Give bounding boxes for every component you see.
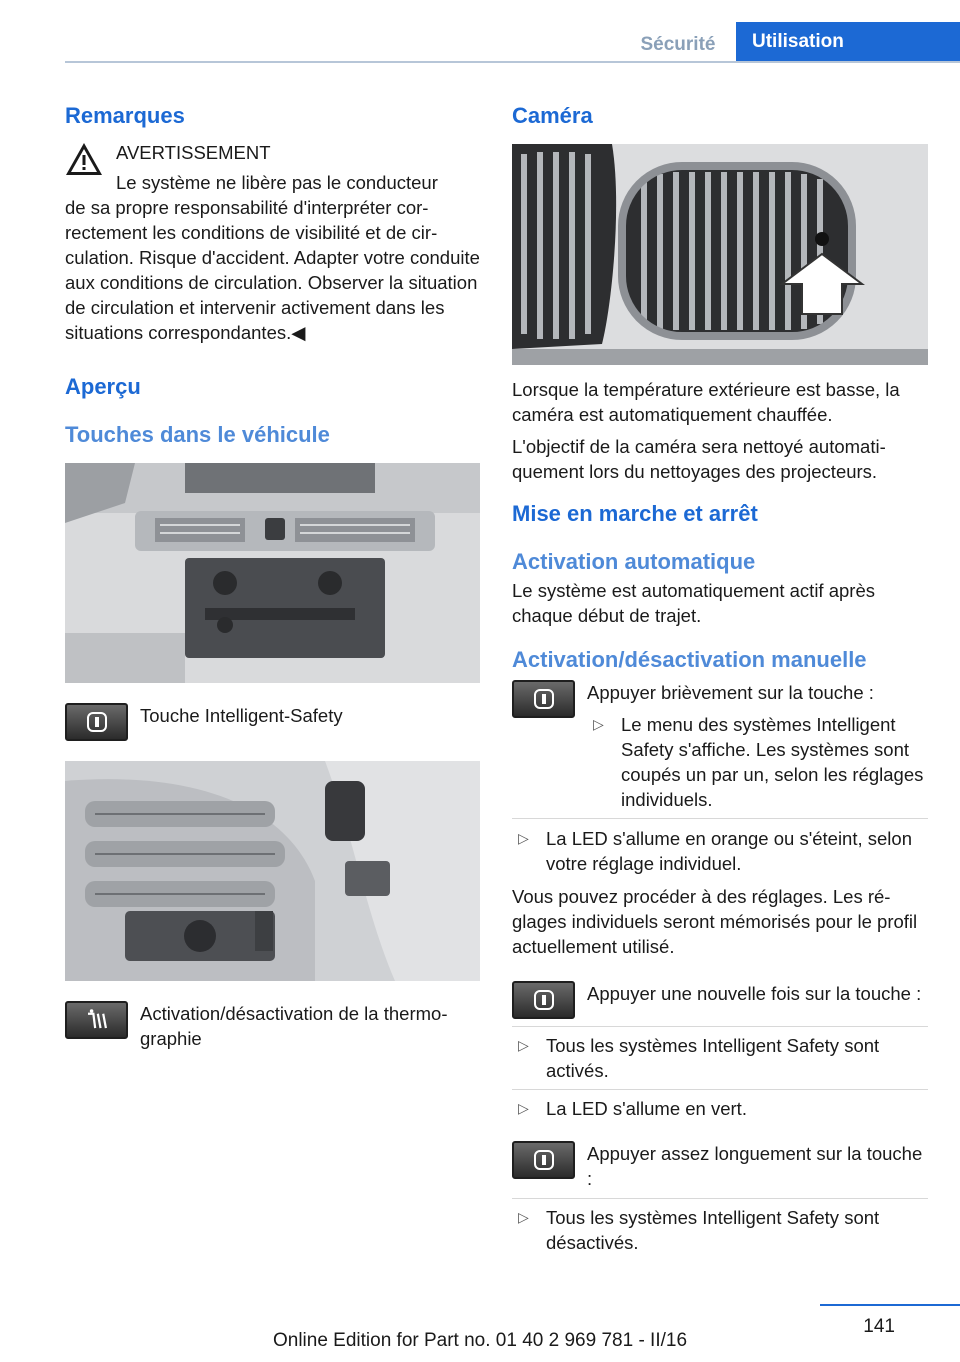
remarques-heading: Remarques — [65, 103, 185, 128]
warning-triangle-icon — [65, 142, 103, 176]
camera-grille-photo — [512, 144, 928, 365]
left-column — [65, 100, 480, 1051]
intelligent-safety-button-icon — [512, 1141, 575, 1179]
warning-first-line: Le système ne libère pas le conducteur — [116, 172, 438, 193]
triangle-bullet-icon: ▷ — [518, 1209, 529, 1225]
intelligent-safety-button-icon — [512, 981, 575, 1019]
list-item: ▷ La LED s'allume en vert. — [512, 1089, 928, 1127]
thermo-label: Activation/désactivation de la thermographie — [140, 1003, 448, 1049]
triangle-bullet-icon: ▷ — [518, 1100, 529, 1116]
tab-utilisation[interactable]: Utilisation — [736, 22, 960, 62]
activation-auto-heading: Activation automatique — [512, 549, 756, 574]
step3-row — [512, 1141, 928, 1191]
thermo-row — [65, 1001, 480, 1051]
activation-auto-text: Le système est automatiquement actif après chaque début de trajet. — [512, 580, 875, 626]
intelligent-safety-button-icon — [65, 703, 128, 741]
reglages-text: Vous pouvez procéder à des réglages. Les réglages individuels seront mémorisés pour le profil actuellement utilisé. — [512, 886, 918, 957]
tab-securite[interactable]: Sécurité — [640, 34, 716, 55]
step1-text: Appuyer brièvement sur la touche : — [587, 682, 874, 703]
camera-heading: Caméra — [512, 103, 593, 128]
dashboard-photo — [65, 463, 480, 683]
step3-list — [512, 1198, 928, 1261]
list-item: ▷ Tous les systèmes Intelligent Safety sont activés. — [512, 1026, 928, 1089]
camera-paragraph-2: L'objectif de la caméra sera nettoyé automatiquement lors du nettoyages des projecteurs. — [512, 436, 886, 482]
warning-title: AVERTISSEMENT — [116, 142, 271, 163]
step1-list — [587, 712, 928, 818]
thermography-button-icon — [65, 1001, 128, 1039]
step1-row — [512, 680, 928, 818]
triangle-bullet-icon: ▷ — [518, 830, 529, 846]
triangle-bullet-icon: ▷ — [593, 716, 604, 732]
activation-manuelle-heading: Activation/désactivation manuelle — [512, 647, 867, 672]
footer-divider — [820, 1304, 960, 1306]
camera-paragraph-1: Lorsque la température extérieure est basse, la caméra est automatiquement chauffée. — [512, 379, 900, 425]
list-item: ▷ Le menu des systèmes Intelligent Safety s'affiche. Les systèmes sont coupés un par un, selon les réglages individuels. — [593, 714, 924, 810]
step3-text: Appuyer assez longuement sur la touche : — [587, 1143, 923, 1189]
touches-heading: Touches dans le véhicule — [65, 422, 330, 447]
step2-list — [512, 1026, 928, 1127]
triangle-bullet-icon: ▷ — [518, 1037, 529, 1053]
header-divider — [65, 61, 960, 63]
intelligent-safety-button-icon — [512, 680, 575, 718]
mise-en-marche-heading: Mise en marche et arrêt — [512, 501, 758, 526]
step2-row — [512, 981, 928, 1019]
step2-text: Appuyer une nouvelle fois sur la touche : — [587, 983, 922, 1004]
touche-row — [65, 703, 480, 741]
apercu-heading: Aperçu — [65, 374, 141, 399]
right-column — [512, 100, 928, 1261]
footer-edition: Online Edition for Part no. 01 40 2 969 781 - II/16 — [272, 1330, 688, 1351]
warning-body: de sa propre responsabilité d'interpréter correctement les conditions de visibilité et de circulation. Risque d'accident. Adapter votre conduite aux conditions de circulation. Observer la situation de circulation et intervenir activement dans les situations correspondantes.◀ — [65, 197, 480, 343]
page-header — [0, 0, 960, 62]
led-list — [512, 826, 928, 882]
warning-block — [65, 140, 480, 345]
list-item: ▷ La LED s'allume en orange ou s'éteint, selon votre réglage individuel. — [518, 828, 912, 874]
touche-label: Touche Intelligent-Safety — [140, 705, 343, 726]
list-item: ▷ Tous les systèmes Intelligent Safety sont désactivés. — [512, 1198, 928, 1261]
light-switch-photo — [65, 761, 480, 981]
page-number: 141 — [863, 1316, 895, 1337]
